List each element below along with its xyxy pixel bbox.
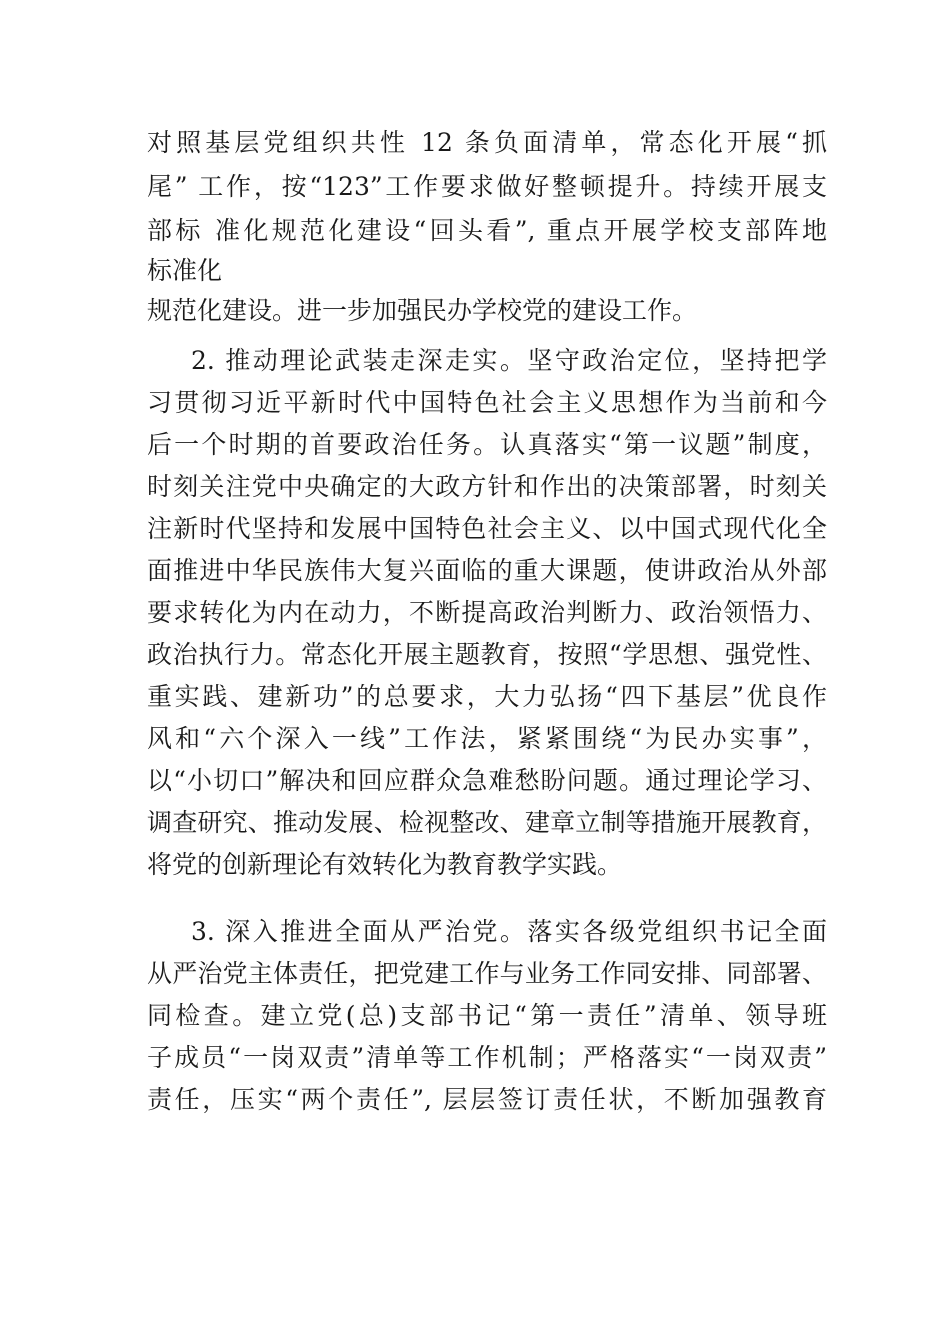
text-line: 调查研究、推动发展、检视整改、建章立制等措施开展教育， bbox=[147, 808, 827, 837]
text-line: 政治执行力。常态化开展主题教育，按照“学思想、强党性、 bbox=[147, 640, 827, 669]
text-line: 同检查。建立党(总)支部书记“第一责任”清单、领导班 bbox=[147, 1001, 827, 1030]
text-line: 时刻关注党中央确定的大政方针和作出的决策部署，时刻关 bbox=[147, 472, 827, 501]
text-line: 面推进中华民族伟大复兴面临的重大课题，使讲政治从外部 bbox=[147, 556, 827, 585]
text-line: 注新时代坚持和发展中国特色社会主义、以中国式现代化全 bbox=[147, 514, 827, 543]
text-line: 尾” 工作，按“123”工作要求做好整顿提升。持续开展支 bbox=[147, 172, 827, 201]
text-line: 标准化 bbox=[147, 256, 223, 285]
text-line: 从严治党主体责任，把党建工作与业务工作同安排、同部署、 bbox=[147, 959, 827, 988]
text-line: 后一个时期的首要政治任务。认真落实“第一议题”制度， bbox=[147, 430, 827, 459]
text-line: 规范化建设。进一步加强民办学校党的建设工作。 bbox=[147, 296, 698, 325]
text-line: 部标 准化规范化建设“回头看”, 重点开展学校支部阵地 bbox=[147, 216, 827, 245]
text-line: 重实践、建新功”的总要求，大力弘扬“四下基层”优良作 bbox=[147, 682, 827, 711]
text-line: 3. 深入推进全面从严治党。落实各级党组织书记全面 bbox=[191, 917, 827, 946]
text-line: 责任，压实“两个责任”, 层层签订责任状，不断加强教育 bbox=[147, 1085, 827, 1114]
text-line: 以“小切口”解决和回应群众急难愁盼问题。通过理论学习、 bbox=[147, 766, 827, 795]
text-line: 习贯彻习近平新时代中国特色社会主义思想作为当前和今 bbox=[147, 388, 827, 417]
text-line: 风和“六个深入一线”工作法，紧紧围绕“为民办实事”， bbox=[147, 724, 827, 753]
text-line: 子成员“一岗双责”清单等工作机制；严格落实“一岗双责” bbox=[147, 1043, 827, 1072]
text-line: 将党的创新理论有效转化为教育教学实践。 bbox=[147, 850, 623, 879]
text-line: 要求转化为内在动力，不断提高政治判断力、政治领悟力、 bbox=[147, 598, 827, 627]
text-line: 对照基层党组织共性 12 条负面清单，常态化开展“抓 bbox=[147, 128, 827, 157]
text-line: 2. 推动理论武装走深走实。坚守政治定位，坚持把学 bbox=[191, 346, 827, 375]
